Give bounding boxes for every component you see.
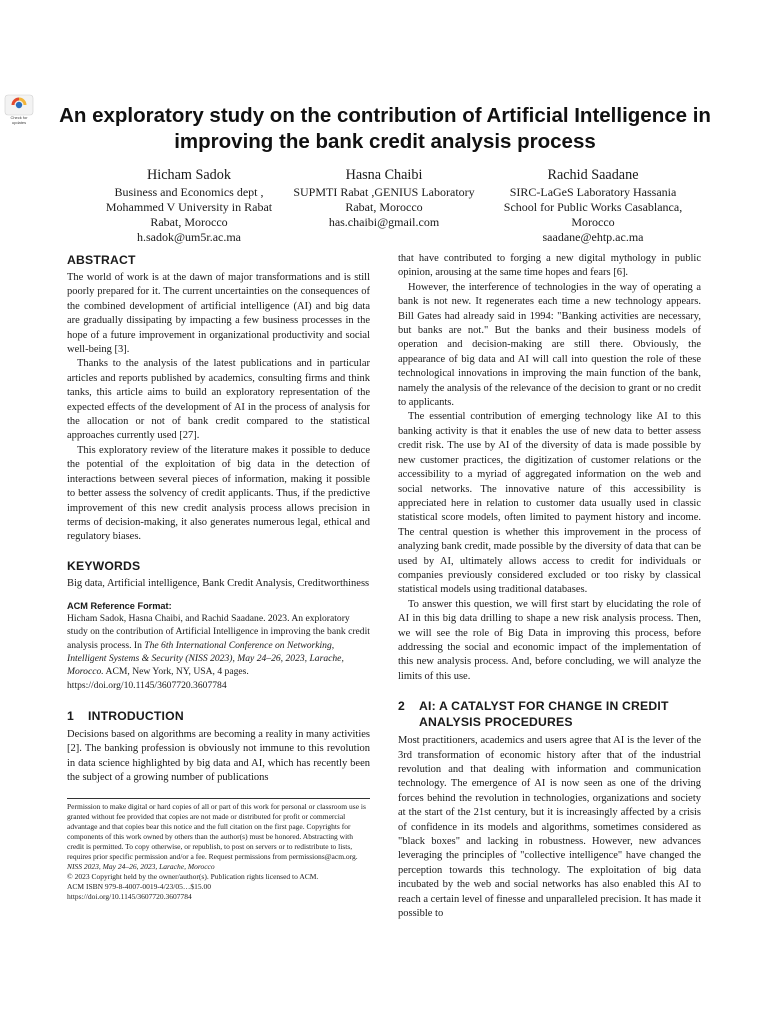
acm-reference-part: Hicham Sadok, Hasna Chaibi, and Rachid Saadane. 2023. An exploratory study on the contribution of Artificial Intelligence in improving the bank credit analysis process. In [67,613,370,651]
section-number: 2 [398,699,405,714]
check-for-updates-label: Check for updates [10,115,28,125]
copyright-notice: © 2023 Copyright held by the owner/author(s). Publication rights licensed to ACM. [67,871,319,881]
author-affiliation: School for Public Works Casablanca, [503,200,683,214]
abstract-heading: ABSTRACT [67,253,136,267]
acm-reference-heading: ACM Reference Format: [67,601,172,612]
author-email[interactable]: has.chaibi@gmail.com [328,215,440,229]
section-2-paragraph: Most practitioners, academics and users agree that AI is the lever of the 3rd transformation of economic history after that of the industrial revolution and that dealing with information and communication technology. The emergence of AI is now seen as one of the driving forces behind the revolution in technologies, organizations and society at the start of the 21st century, but it is increasingly affected by a crisis of confidence in its models and algorithms, sometimes considered as "black boxes" and lacking in robustness. However, new advances leveraging the principles of "collective intelligence" have changed the perception towards this technology. The exploitation of big data incubated by the web and social networks has also enabled this AI to reach a certain level of finesse and unparalleled precision. It has made it possible to [398,735,701,920]
section-title: INTRODUCTION [88,708,184,723]
keywords-heading: KEYWORDS [67,558,141,573]
right-column [398,252,701,921]
author-block-1 [84,166,294,245]
author-name: Hasna Chaibi [345,167,423,183]
author-name: Hicham Sadok [147,167,231,183]
check-for-updates-badge[interactable] [4,94,34,128]
acm-reference-text [67,612,370,692]
author-name: Rachid Saadane [547,167,639,183]
keywords-text: Big data, Artificial intelligence, Bank Credit Analysis, Creditworthiness [67,577,370,589]
introduction-paragraph: that have contributed to forging a new digital mythology in public opinion, arousing at the same time hopes and fears [6]. [398,253,701,279]
paper-title: An exploratory study on the contribution of Artificial Intelligence in improving the bank credit analysis process [59,104,711,153]
abstract-paragraph: The world of work is at the dawn of major transformations and is still poorly prepared for it. The current uncertainties on the consequences of the combined development of artificial intelligence (AI) and big data are gradually dissipating by impacting a few business processes in the hope of a future improvement in organizational productivity and social well-being [3]. [67,272,370,356]
author-affiliation: SIRC-LaGeS Laboratory Hassania [509,185,677,199]
author-block-3 [488,166,698,245]
section-2-heading [398,698,701,730]
section-title: AI: A CATALYST FOR CHANGE IN CREDIT ANALYSIS PROCEDURES [419,699,669,730]
introduction-heading [67,708,370,724]
permission-notice: Permission to make digital or hard copies of all or part of this work for personal or classroom use is granted without fee provided that copies are not made or distributed for profit or commercial advantage and that copies bear this notice and the full citation on the first page. Copyrights for components of this work owned by others than the author(s) must be honored. Abstracting with credit is permitted. To copy otherwise, or republish, to post on servers or to redistribute to lists, requires prior specific permission and/or a fee. Request permissions from permissions@acm.org. [67,801,366,861]
introduction-paragraph: However, the interference of technologies in the way of operating a bank is not new. It regenerates each time a new technology appears. Bill Gates had already said in 1994: "Banking activities are necessary, but banks are not." But the banks and their business models of operation and decision-making are still there. Obviously, the appearance of big data and AI will call into question the role of these technological innovations in improving the main function of the bank, namely the analysis of the relevance of the decision to grant or no credit to applicants. [398,281,701,409]
author-affiliation: Morocco [571,215,615,229]
left-column [67,252,370,902]
author-email[interactable]: saadane@ehtp.ac.ma [542,230,644,244]
author-block-2 [284,166,484,230]
footnote-divider [67,798,370,799]
venue-notice: NISS 2023, May 24–26, 2023, Larache, Morocco [67,861,215,871]
author-affiliation: Rabat, Morocco [345,200,423,214]
author-affiliation: Rabat, Morocco [150,215,228,229]
abstract-paragraph: Thanks to the analysis of the latest publications and in particular articles and reports published by academics, consulting firms and think tanks, this article aims to build an exploratory representation of the expected effects of the development of AI in the process of analysis for the allocation or not of bank credit compared to the statistical approaches currently used [27]. [67,358,370,442]
author-affiliation: Mohammed V University in Rabat [105,200,273,214]
isbn-notice: ACM ISBN 979-8-4007-0019-4/23/05…$15.00 [67,881,211,891]
section-number: 1 [67,708,74,723]
introduction-paragraph: Decisions based on algorithms are becoming a reality in many activities [2]. The banking profession is obviously not immune to this revolution in data science highlighted by big data and AI, which has recently been the subject of a growing number of publications [67,728,370,784]
acm-reference-venue: The 6th International Conference on Networking, Intelligent Systems & Security (NISS 2023), May 24–26, 2023, Larache, Morocco. [67,639,344,678]
author-email[interactable]: h.sadok@um5r.ac.ma [136,230,242,244]
acm-reference-part[interactable]: ACM, New York, NY, USA, 4 pages. https://doi.org/10.1145/3607720.3607784 [67,666,249,691]
doi-link[interactable]: https://doi.org/10.1145/3607720.3607784 [67,891,192,901]
check-for-updates-icon [4,94,34,116]
author-affiliation: Business and Economics dept , [114,185,264,199]
introduction-paragraph: To answer this question, we will first start by elucidating the role of AI in this big data drilling to shape a new risk analysis process. Then, we will see the role of Big Data in improving this process, before addressing the social and economic impact of the implementation of this new analysis process. And, before concluding, we will analyze the limits of this use. [398,598,701,682]
author-affiliation: SUPMTI Rabat ,GENIUS Laboratory [293,185,475,199]
introduction-paragraph: The essential contribution of emerging technology like AI to this banking activity is that it enables the use of new data to better assess credit risk. The use by AI of the diversity of data is made possible by new customer practices, the digitization of customer relations or the accessibility to a myriad of aggregated information on the web and social networks. The innovative nature of this accessibility is appreciated here in relation to customer data usually used in classic statistical score models, often limited to payment history and income. The central question is whether this improvement in the process of analyzing bank credit, made possible by the diversity of data that can be used by AI, ultimately allows access to credit for individuals or companies previously considered excluded or too risky by classical statistical models using traditional databases. [398,411,701,596]
abstract-paragraph: This exploratory review of the literature makes it possible to deduce the potential of the exploitation of big data in the detection of interactions between several pieces of information, making it possible to better assess the solvency of credit applicants. Thus, if the predictive improvement of this new credit analysis process allows precision in terms of decision-making, it also generates numerous legal, ethical and regulatory biases. [67,444,370,543]
